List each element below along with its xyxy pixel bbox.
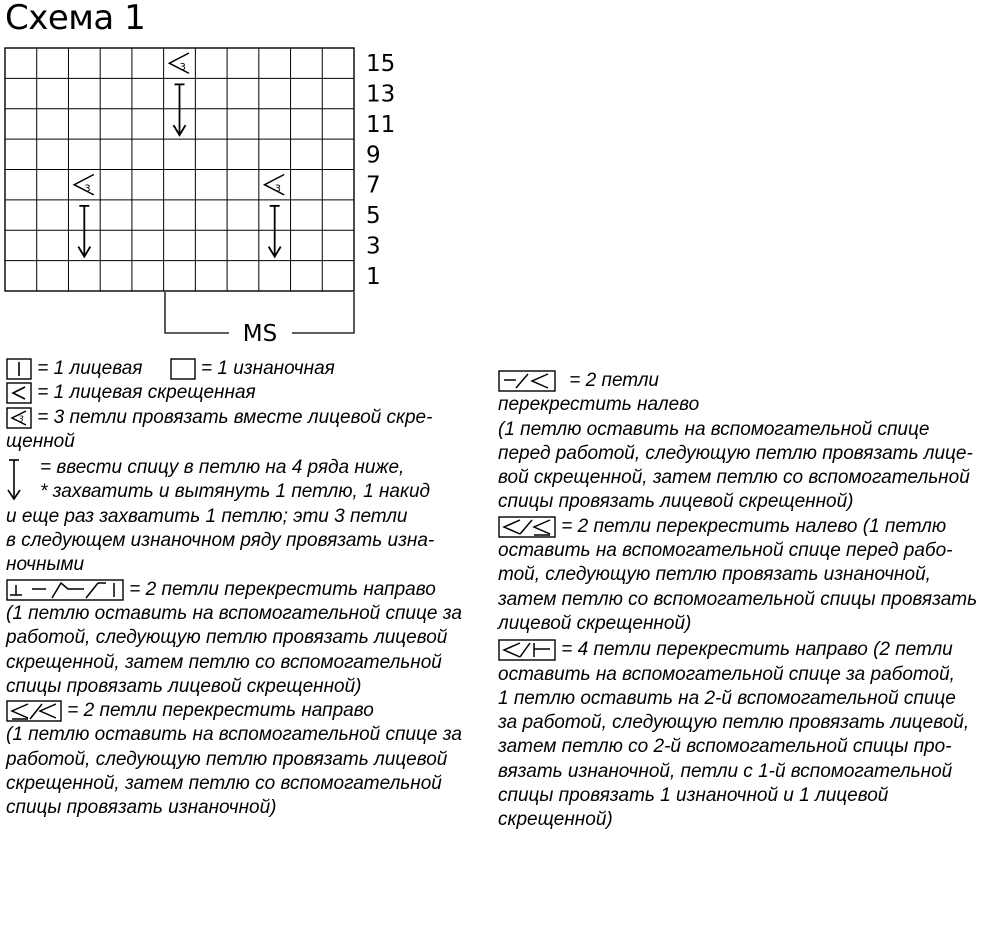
row-number: 13 (366, 81, 396, 108)
knit-symbol-icon (6, 358, 32, 380)
pull-loop-arrow (269, 206, 281, 257)
legend-knit-text: = 1 лицевая (37, 358, 143, 379)
k3tog-count: 3 (274, 183, 282, 195)
cross-left-purl-symbol-icon (498, 516, 556, 538)
row-number: 7 (366, 172, 381, 199)
k3tog-symbol (169, 53, 189, 73)
knitting-chart (0, 0, 420, 345)
k3tog-symbol (74, 175, 94, 195)
knit-tbl-symbol-icon (6, 382, 32, 404)
row-number: 15 (366, 51, 396, 78)
legend-row-basic (6, 357, 496, 381)
chart-cells (74, 53, 284, 257)
row-number: 1 (366, 263, 381, 290)
row-number: 11 (366, 111, 396, 138)
cross-left-knit-tbl-symbol-icon (498, 370, 556, 392)
chart-title: Схема 1 (5, 0, 146, 38)
svg-text:3: 3 (18, 414, 24, 425)
k3tog-symbol-icon (6, 407, 32, 429)
row-number: 3 (366, 233, 381, 260)
legend-right: = 2 петли перекрестить налево (1 петлю оставить на вспомогательной спице перед работой, следующую петлю провязать лице- вой скрещенной, затем петлю со вспомогательной спицы провязать лицевой скрещенной) = 2 петли перекрестить налево (1 петлю оставить на вспомогательной спице перед рабо- той, следующую петлю провязать изнаночной, затем петлю со вспомогательной спицы провязать лицевой скрещенной) = 4 петли перекрестить направо (2 петли оставить на вспомогательной спице за работой, 1 петлю оставить на 2-й вспомогательной спице за работой, следующую петлю провязать лицевой, затем петлю со 2-й вспомогательной спицы про- вязать изнаночной, петли с 1-й вспомогательной спицы провязать 1 изнаночной и 1 лицевой скрещенной) (498, 370, 978, 831)
purl-symbol-icon (170, 358, 196, 380)
k3tog-symbol (265, 175, 285, 195)
legend-knit-tbl-text: = 1 лицевая скрещенная (37, 382, 256, 404)
pull-loop-arrow-icon (6, 458, 22, 502)
repeat-bracket (165, 292, 354, 345)
legend-left: = 1 лицевая = 1 изнаночная = 1 лицевая скрещенная 3 = 3 петли провязать вместе лицевой скре- щенной = ввести спицу в петлю на 4 ряда ниже, * захватить и вытянуть 1 петлю, 1 накид и еще раз захватить 1 петлю; эти 3 петли в следующем изнаночном ряду провязать изна- ночными = 2 петли перекрестить направо (1 петлю оставить на вспомогательной спице за работой, следующую петлю провязать лицевой скрещенной, затем петлю со вспомогательной спицы провязать лицевой скрещенной) = 2 петли перекрестить направо (1 петлю оставить на вспомогательной спице за работой, следующую петлю провязать лицевой скрещенной, затем петлю со вспомогательной спицы провязать изнаночной) (6, 357, 496, 821)
row-numbers (366, 51, 395, 290)
row-number: 5 (366, 203, 381, 230)
row-number: 9 (366, 142, 381, 169)
cross-right-knit-tbl-symbol-icon (6, 579, 124, 601)
repeat-label: MS (242, 321, 278, 345)
pull-loop-arrow (78, 206, 90, 257)
cross-right-purl-symbol-icon (6, 700, 62, 722)
cross-right-4-symbol-icon (498, 639, 556, 661)
k3tog-count: 3 (84, 183, 91, 195)
pull-loop-arrow (174, 84, 186, 135)
legend-purl-text: = 1 изнаночная (201, 358, 335, 379)
k3tog-count: 3 (179, 61, 186, 73)
